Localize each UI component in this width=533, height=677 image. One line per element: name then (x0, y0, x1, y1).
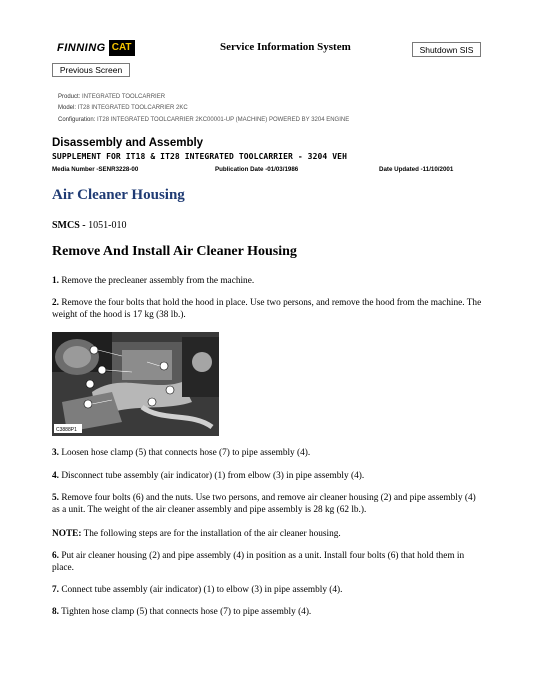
page-header-title: Service Information System (220, 41, 351, 53)
step-number: 5. (52, 493, 59, 503)
step-text: Disconnect tube assembly (air indicator) (1) from elbow (3) in pipe assembly (4). (61, 471, 365, 481)
smcs-label: SMCS - (52, 220, 86, 231)
step-1 (52, 276, 484, 288)
config-value: IT28 INTEGRATED TOOLCARRIER 2KC00001-UP (MACHINE) POWERED BY 3204 ENGINE (97, 117, 350, 123)
step-text: Tighten hose clamp (5) that connects hose (7) to pipe assembly (4). (61, 607, 312, 617)
step-text: Remove the precleaner assembly from the machine. (61, 276, 255, 286)
publication-date: Publication Date -01/03/1986 (215, 166, 299, 173)
product-value: INTEGRATED TOOLCARRIER (82, 94, 166, 100)
figure-code: C3888P1 (56, 427, 77, 433)
step-text: Remove the four bolts that hold the hood in place. Use two persons, and remove the hood from the machine. The weight of the hood is 17 kg (38 lb.). (52, 298, 482, 320)
product-label: Product: (58, 94, 81, 100)
step-number: 7. (52, 585, 59, 595)
step-number: 3. (52, 448, 59, 458)
step-7 (52, 585, 484, 597)
step-4 (52, 471, 484, 483)
step-5 (52, 493, 484, 516)
step-text: Put air cleaner housing (2) and pipe assembly (4) in position as a unit. Install four bolts (6) that hold them in place. (52, 551, 465, 573)
step-6 (52, 551, 484, 574)
note-text: The following steps are for the installation of the air cleaner housing. (83, 529, 341, 539)
air-cleaner-photo (52, 332, 219, 436)
procedure-title: Remove And Install Air Cleaner Housing (52, 244, 297, 259)
model-value: IT28 INTEGRATED TOOLCARRIER 2KC (77, 105, 188, 111)
step-text: Remove four bolts (6) and the nuts. Use two persons, and remove air cleaner housing (2) and pipe assembly (4) as a unit. The weight of the air cleaner assembly and pipe assembly is 28 kg (62 lb.). (52, 493, 476, 515)
cat-badge: CAT (109, 40, 135, 56)
step-3 (52, 448, 484, 460)
note-label: NOTE: (52, 529, 82, 539)
step-8 (52, 607, 484, 619)
model-line (58, 105, 188, 111)
step-number: 8. (52, 607, 59, 617)
step-text: Connect tube assembly (air indicator) (1) to elbow (3) in pipe assembly (4). (61, 585, 343, 595)
finning-cat-logo (57, 39, 135, 57)
step-number: 2. (52, 298, 59, 308)
smcs-value: 1051-010 (88, 220, 127, 231)
media-number: Media Number -SENR3228-00 (52, 166, 139, 173)
publication-info (52, 166, 482, 176)
step-number: 4. (52, 471, 59, 481)
configuration-line (58, 117, 349, 123)
step-2 (52, 298, 484, 321)
step-text: Loosen hose clamp (5) that connects hose (7) to pipe assembly (4). (61, 448, 311, 458)
date-updated: Date Updated -11/10/2001 (379, 166, 454, 173)
model-label: Model: (58, 105, 77, 111)
page-title: Air Cleaner Housing (52, 187, 185, 203)
step-number: 1. (52, 276, 59, 286)
supplement-title: SUPPLEMENT FOR IT18 & IT28 INTEGRATED TOOLCARRIER - 3204 VEH (52, 152, 347, 161)
smcs-code (52, 220, 126, 231)
note (52, 529, 484, 541)
logo-text: FINNING (57, 42, 106, 54)
shutdown-sis-button[interactable]: Shutdown SIS (412, 42, 481, 57)
previous-screen-button[interactable]: Previous Screen (52, 63, 130, 77)
config-label: Configuration: (58, 117, 96, 123)
product-line (58, 94, 165, 100)
step-number: 6. (52, 551, 59, 561)
section-heading: Disassembly and Assembly (52, 137, 204, 149)
